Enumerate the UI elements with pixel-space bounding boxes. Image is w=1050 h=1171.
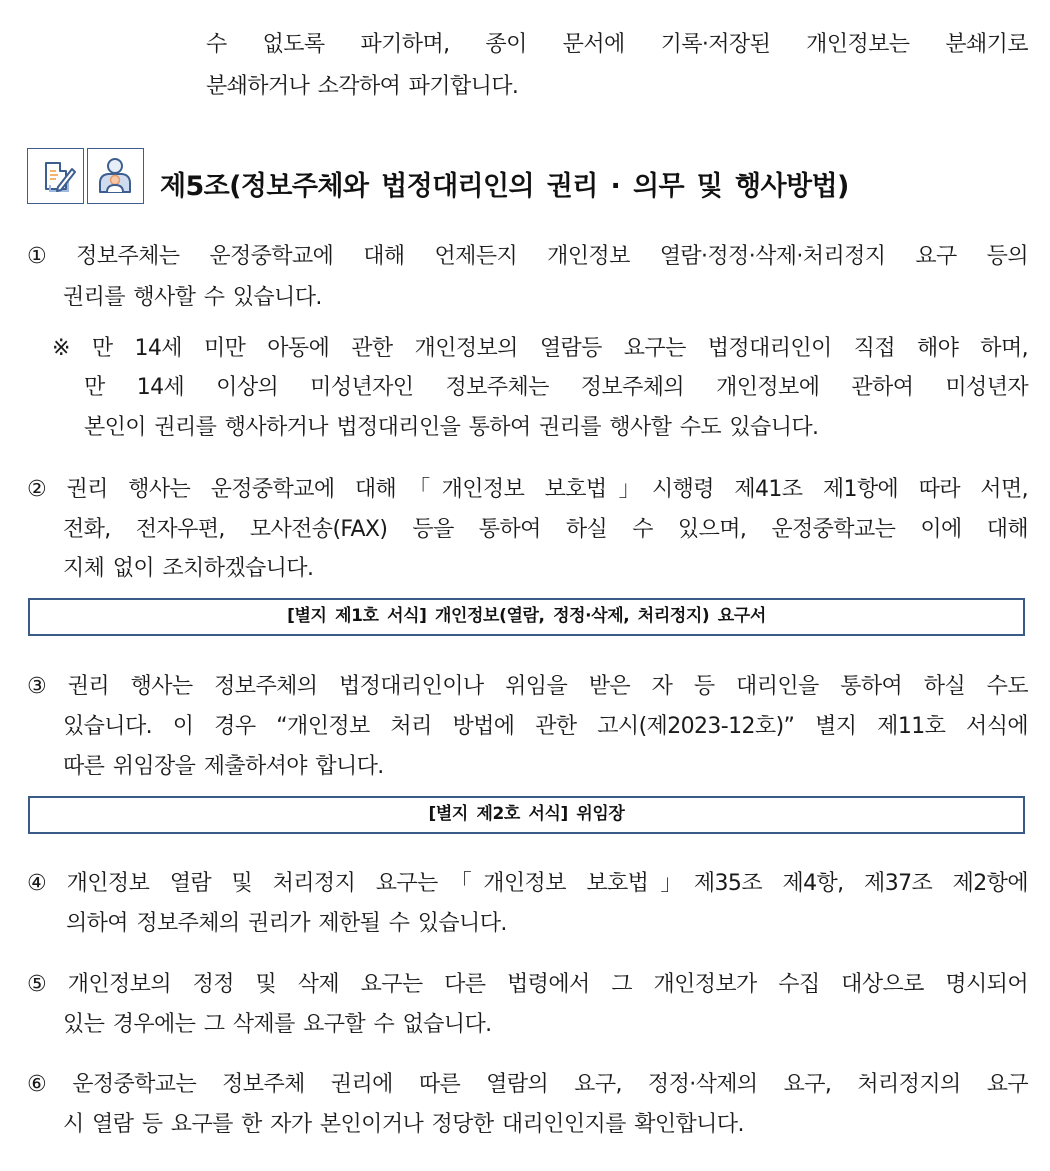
item-4-line-2: 의하여 정보주체의 권리가 제한될 수 있습니다. (66, 911, 507, 936)
note-line-3: 본인이 권리를 행사하거나 법정대리인을 통하여 권리를 행사할 수도 있습니다. (84, 415, 819, 440)
intro-line-2: 분쇄하거나 소각하여 파기합니다. (206, 74, 519, 99)
form-2-power-of-attorney-link[interactable]: [별지 제2호 서식] 위임장 (28, 796, 1025, 834)
item-1-line-1: ① 정보주체는 운정중학교에 대해 언제든지 개인정보 열람·정정·삭제·처리정지 요구 등의 (27, 242, 1028, 272)
item-4-line-1: ④ 개인정보 열람 및 처리정지 요구는「개인정보 보호법」제35조 제4항, 제37조 제2항에 (27, 869, 1028, 899)
document-edit-icon (27, 148, 84, 204)
item-1-line-2: 권리를 행사할 수 있습니다. (63, 285, 322, 310)
intro-line-1: 수 없도록 파기하며, 종이 문서에 기록·저장된 개인정보는 분쇄기로 (206, 32, 1028, 57)
note-marker: ※ (52, 336, 70, 361)
form-1-request-link[interactable]: [별지 제1호 서식] 개인정보(열람, 정정·삭제, 처리정지) 요구서 (28, 598, 1025, 636)
item-5-line-1: ⑤ 개인정보의 정정 및 삭제 요구는 다른 법령에서 그 개인정보가 수집 대상으로 명시되어 (27, 970, 1028, 1000)
person-guardian-icon (87, 148, 144, 204)
item-marker: ① (27, 244, 47, 269)
item-3-line-3: 따른 위임장을 제출하셔야 합니다. (63, 754, 384, 779)
item-marker: ④ (27, 871, 47, 896)
item-5-line-2: 있는 경우에는 그 삭제를 요구할 수 없습니다. (63, 1012, 492, 1037)
item-marker: ② (27, 477, 47, 502)
item-3-line-1: ③ 권리 행사는 정보주체의 법정대리인이나 위임을 받은 자 등 대리인을 통하여 하실 수도 (27, 672, 1028, 702)
note-line-2: 만 14세 이상의 미성년자인 정보주체는 정보주체의 개인정보에 관하여 미성년자 (84, 375, 1028, 400)
item-marker: ⑥ (27, 1072, 47, 1097)
note-line-1: ※ 만 14세 미만 아동에 관한 개인정보의 열람등 요구는 법정대리인이 직접 해야 하며, (52, 334, 1028, 364)
item-2-line-1: ② 권리 행사는 운정중학교에 대해「개인정보 보호법」시행령 제41조 제1항에 따라 서면, (27, 475, 1028, 505)
item-marker: ⑤ (27, 972, 47, 997)
item-6-line-2: 시 열람 등 요구를 한 자가 본인이거나 정당한 대리인인지를 확인합니다. (63, 1112, 744, 1137)
item-2-line-2: 전화, 전자우편, 모사전송(FAX) 등을 통하여 하실 수 있으며, 운정중학교는 이에 대해 (63, 517, 1028, 542)
section-title: 제5조(정보주체와 법정대리인의 권리 · 의무 및 행사방법) (160, 171, 849, 202)
item-marker: ③ (27, 674, 47, 699)
item-3-line-2: 있습니다. 이 경우 “개인정보 처리 방법에 관한 고시(제2023-12호)” 별지 제11호 서식에 (63, 714, 1028, 739)
item-6-line-1: ⑥ 운정중학교는 정보주체 권리에 따른 열람의 요구, 정정·삭제의 요구, 처리정지의 요구 (27, 1070, 1028, 1100)
item-2-line-3: 지체 없이 조치하겠습니다. (63, 556, 314, 581)
